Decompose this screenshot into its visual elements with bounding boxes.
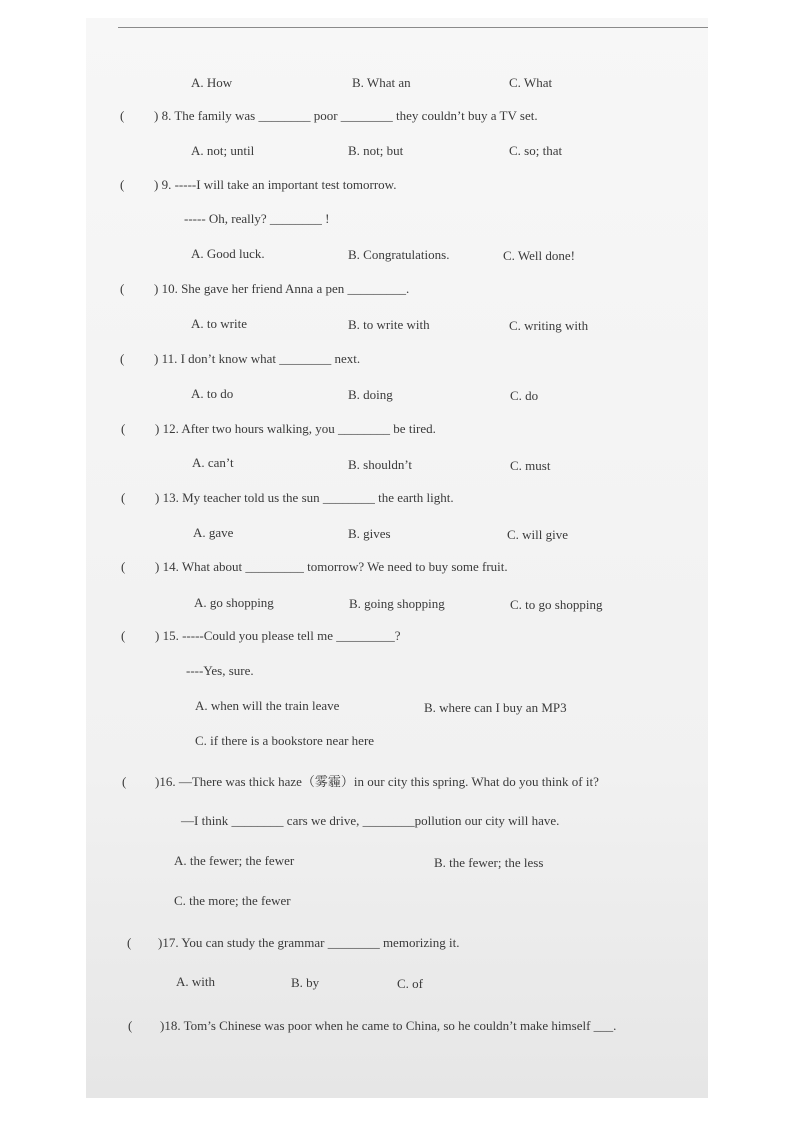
- q9-option-c: C. Well done!: [503, 248, 576, 263]
- q13-option-c: C. will give: [507, 527, 569, 542]
- q13-stem: ) 13. My teacher told us the sun ________ the earth light.: [155, 490, 454, 505]
- q15-option-b: B. where can I buy an MP3: [424, 700, 567, 715]
- q8-option-c: C. so; that: [509, 143, 563, 158]
- q7-option-b: B. What an: [352, 75, 411, 90]
- q16-option-c: C. the more; the fewer: [174, 893, 291, 908]
- q17-option-a: A. with: [176, 974, 215, 989]
- q9-stem: ) 9. -----I will take an important test tomorrow.: [154, 177, 397, 192]
- q8-option-a: A. not; until: [191, 143, 255, 158]
- q17-option-c: C. of: [397, 976, 423, 991]
- q14-option-b: B. going shopping: [349, 596, 445, 611]
- q11-option-c: C. do: [510, 388, 539, 403]
- q15-answer-paren: (: [121, 628, 126, 643]
- q9-reply: ----- Oh, really? ________ !: [184, 211, 330, 226]
- q9-option-a: A. Good luck.: [191, 246, 265, 261]
- q11-option-a: A. to do: [191, 386, 234, 401]
- q10-stem: ) 10. She gave her friend Anna a pen _________.: [154, 281, 410, 296]
- q16-reply: —I think ________ cars we drive, ________pollution our city will have.: [181, 813, 560, 828]
- q13-option-b: B. gives: [348, 526, 391, 541]
- q17-option-b: B. by: [291, 975, 320, 990]
- q14-answer-paren: (: [121, 559, 126, 574]
- q18-answer-paren: (: [128, 1018, 133, 1033]
- q12-option-a: A. can’t: [192, 455, 234, 470]
- q15-option-c: C. if there is a bookstore near here: [195, 733, 375, 748]
- q12-answer-paren: (: [121, 421, 126, 436]
- q14-option-a: A. go shopping: [194, 595, 274, 610]
- q10-option-c: C. writing with: [509, 318, 589, 333]
- q17-answer-paren: (: [127, 935, 132, 950]
- q9-option-b: B. Congratulations.: [348, 247, 450, 262]
- q11-stem: ) 11. I don’t know what ________ next.: [154, 351, 361, 366]
- q12-stem: ) 12. After two hours walking, you ________ be tired.: [155, 421, 436, 436]
- q8-stem: ) 8. The family was ________ poor ________ they couldn’t buy a TV set.: [154, 108, 538, 123]
- q8-option-b: B. not; but: [348, 143, 404, 158]
- q7-option-c: C. What: [509, 75, 553, 90]
- q13-option-a: A. gave: [193, 525, 234, 540]
- q10-option-b: B. to write with: [348, 317, 430, 332]
- q12-option-b: B. shouldn’t: [348, 457, 413, 472]
- q17-stem: )17. You can study the grammar ________ memorizing it.: [158, 935, 460, 950]
- q18-stem: )18. Tom’s Chinese was poor when he came to China, so he couldn’t make himself ___.: [160, 1018, 617, 1033]
- q9-answer-paren: (: [120, 177, 125, 192]
- q10-answer-paren: (: [120, 281, 125, 296]
- q13-answer-paren: (: [121, 490, 126, 505]
- q16-option-b: B. the fewer; the less: [434, 855, 544, 870]
- q16-option-a: A. the fewer; the fewer: [174, 853, 295, 868]
- q14-option-c: C. to go shopping: [510, 597, 603, 612]
- top-rule: [118, 27, 708, 28]
- q12-option-c: C. must: [510, 458, 551, 473]
- q11-answer-paren: (: [120, 351, 125, 366]
- q16-stem: )16. —There was thick haze（雾霾）in our city this spring. What do you think of it?: [155, 774, 599, 789]
- q15-reply: ----Yes, sure.: [186, 663, 254, 678]
- q16-answer-paren: (: [122, 774, 127, 789]
- q11-option-b: B. doing: [348, 387, 393, 402]
- q15-stem: ) 15. -----Could you please tell me _________?: [155, 628, 401, 643]
- q7-option-a: A. How: [191, 75, 233, 90]
- q15-option-a: A. when will the train leave: [195, 698, 340, 713]
- q8-answer-paren: (: [120, 108, 125, 123]
- q14-stem: ) 14. What about _________ tomorrow? We need to buy some fruit.: [155, 559, 508, 574]
- q10-option-a: A. to write: [191, 316, 247, 331]
